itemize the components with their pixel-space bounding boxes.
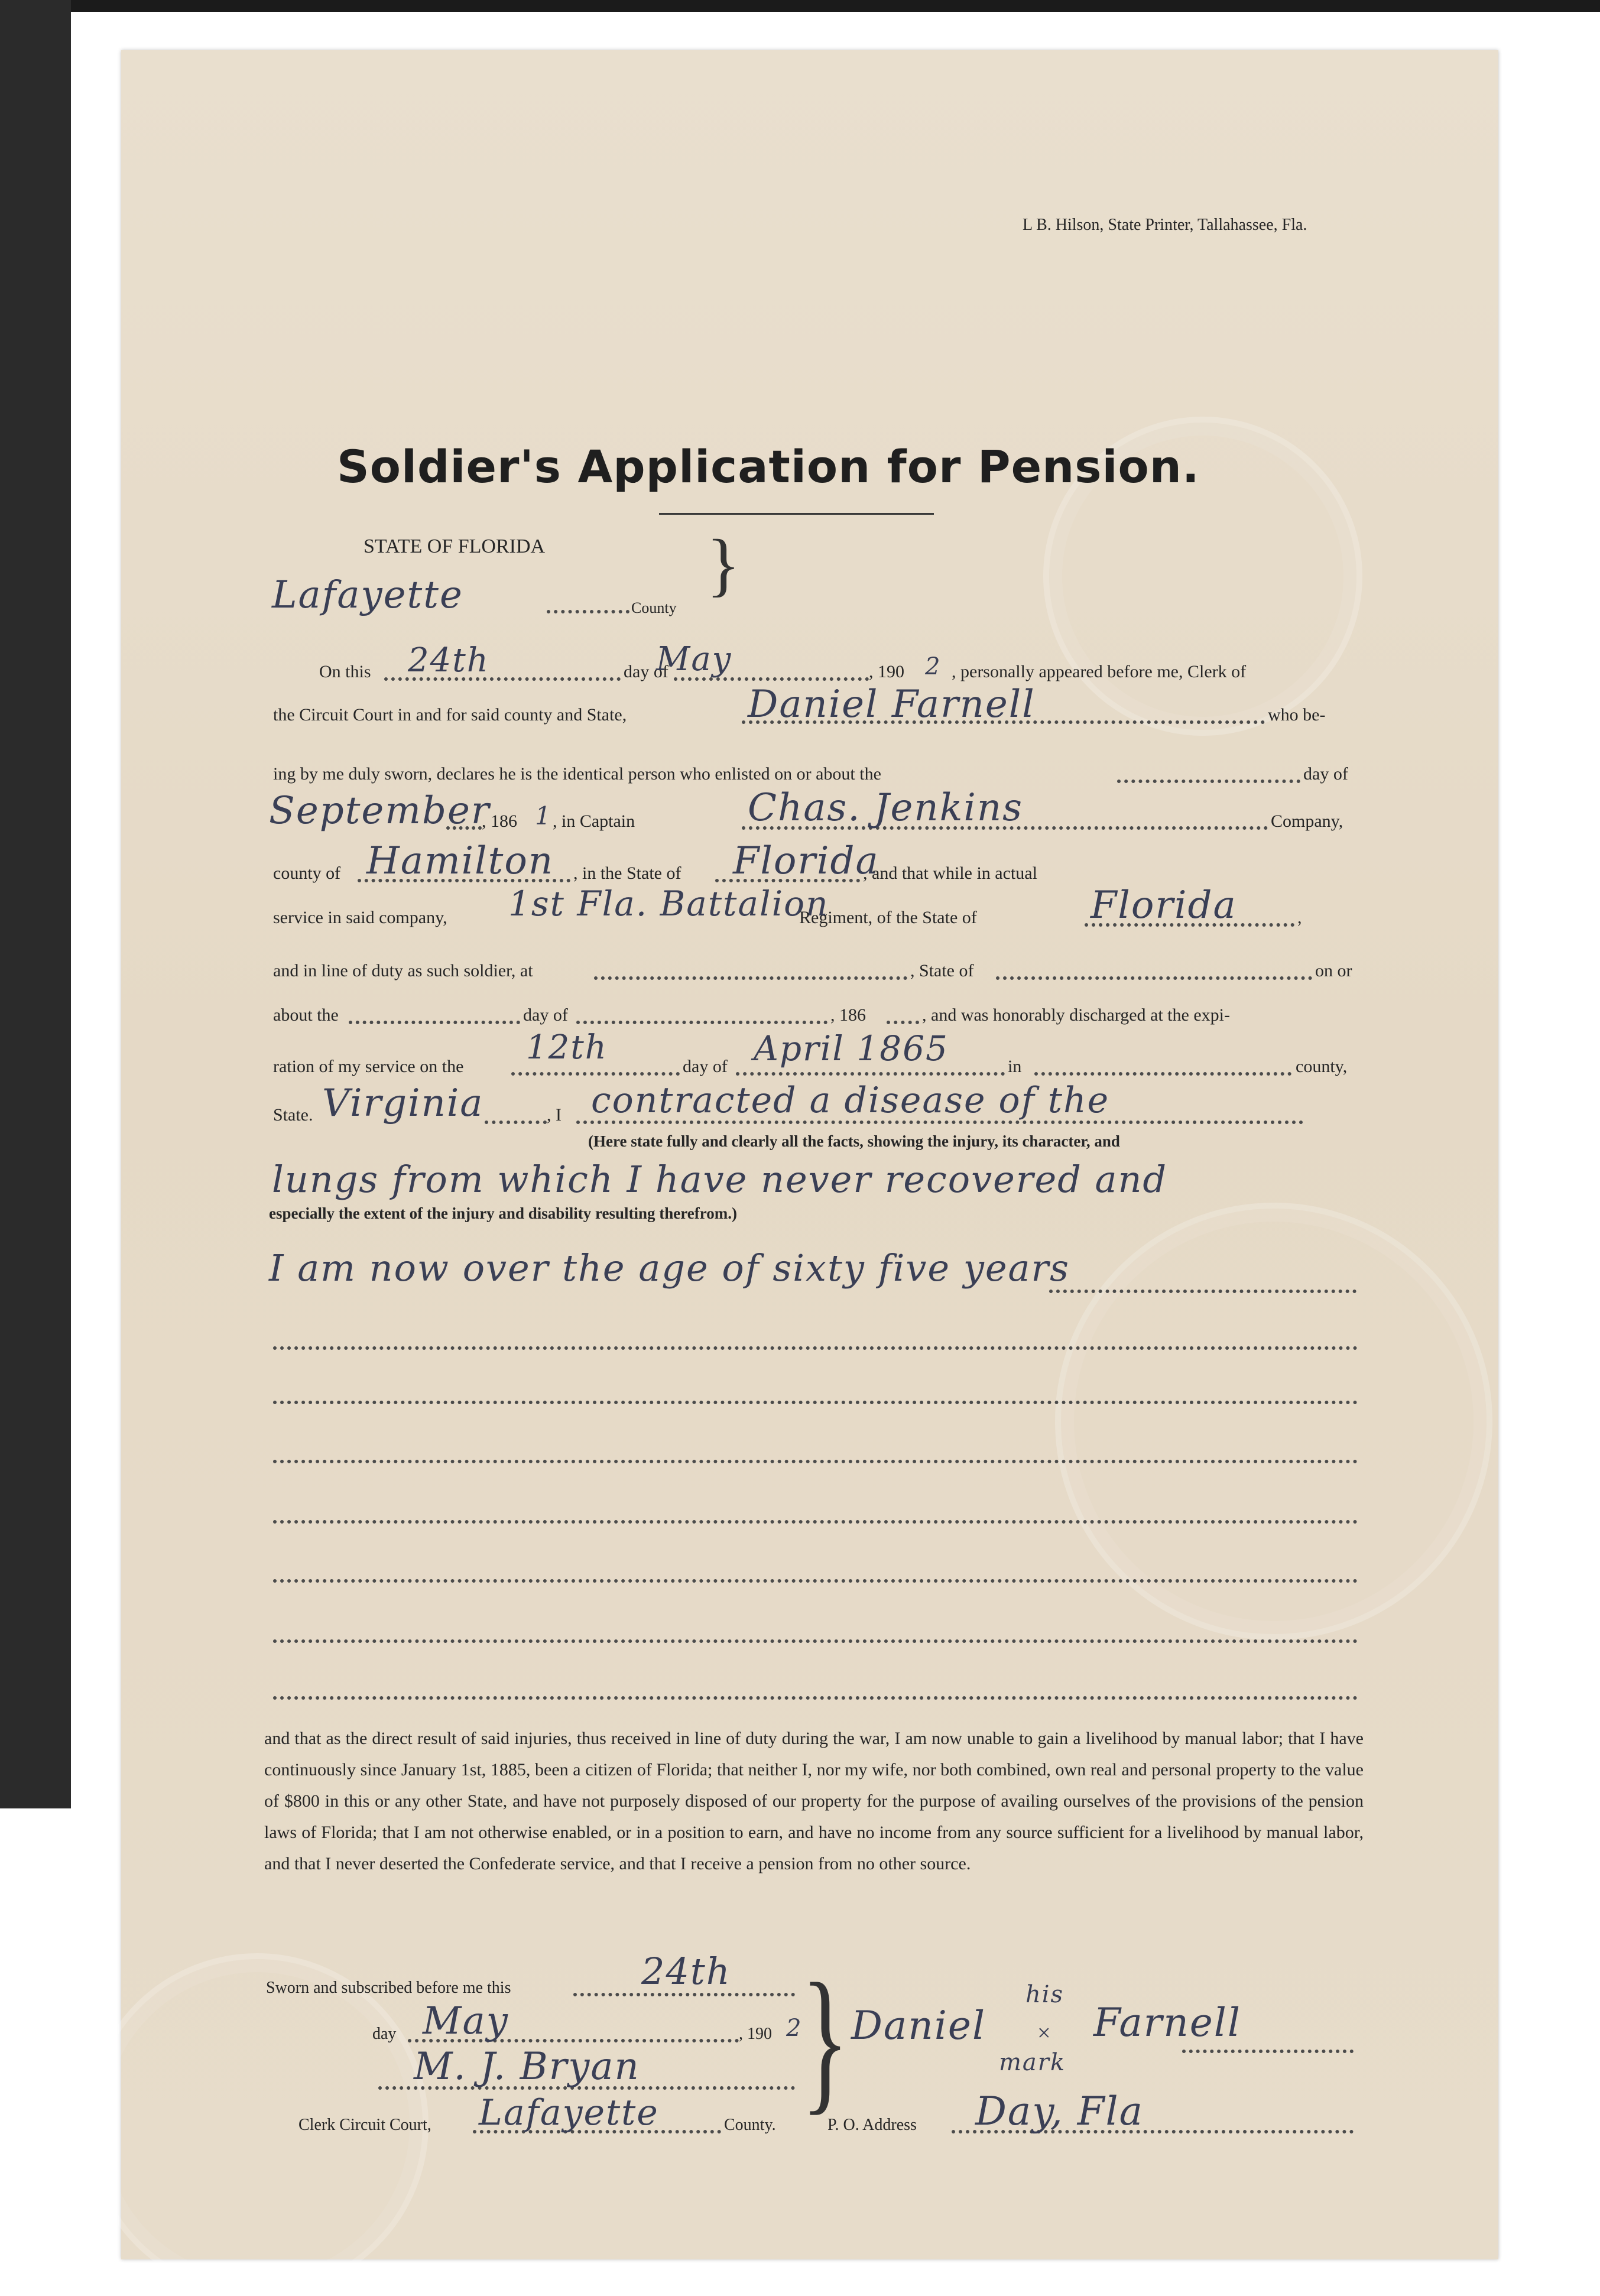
- dotline: [1034, 1072, 1291, 1076]
- dotline: [1117, 780, 1300, 783]
- on-or-label: on or: [1315, 961, 1352, 980]
- day-of-label: day of: [624, 662, 668, 681]
- sworn-day-value: 24th: [641, 1950, 731, 1993]
- blank-line: [273, 1346, 1358, 1350]
- embossed-seal: [1055, 1203, 1492, 1640]
- dotline: [349, 1021, 520, 1024]
- affirmation-paragraph: and that as the direct result of said injuries, thus received in line of duty during the war, I am now unable to gain a livelihood by manual labor; that I have continuously since January 1st, 1885, been a citizen of Florida; that neither I, nor my wife, nor both combined, own real and personal property to the value of $800 in this or any other State, and have not purposely disposed of our property for the purpose of availing ourselves of the provisions of the pension laws of Florida; that I am not otherwise enabled, or in a position to earn, and have no income from any source sufficient for a livelihood by manual labor, and that I never deserted the Confederate service, and that I receive a pension from no other source.: [264, 1729, 1364, 1873]
- top-border: [0, 0, 1600, 12]
- discharge-state-value: Virginia: [322, 1082, 484, 1125]
- county-end-label: county,: [1296, 1057, 1348, 1076]
- enlist-month-value: September: [269, 789, 491, 833]
- year-suffix-value: 2: [925, 653, 942, 680]
- state-of-mid-label: , State of: [910, 961, 974, 980]
- day-label: day: [372, 2025, 397, 2043]
- state-label: State.: [273, 1105, 313, 1125]
- month-value: May: [656, 640, 732, 678]
- regiment-of-label: Regiment, of the State of: [799, 908, 977, 927]
- who-be-label: who be-: [1268, 705, 1326, 725]
- company-label: Company,: [1271, 811, 1343, 831]
- year-prefix: , 190: [869, 662, 904, 681]
- honorably-label: , and was honorably discharged at the expi-: [922, 1005, 1230, 1025]
- clerk-county-value: Lafayette: [479, 2092, 659, 2133]
- dotline: [736, 1072, 1005, 1076]
- sworn-month-value: May: [423, 1999, 509, 2043]
- regiment-value: 1st Fla. Battalion: [508, 884, 829, 924]
- blank-line: [273, 1460, 1358, 1463]
- injury-line1-value: contracted a disease of the: [591, 1080, 1110, 1121]
- in-state-of-label: , in the State of: [573, 863, 681, 883]
- i-label: , I: [547, 1105, 562, 1125]
- dotline: [446, 826, 482, 830]
- comma: ,: [1297, 908, 1302, 927]
- pension-document: [121, 50, 1498, 2259]
- county-brace: }: [706, 525, 741, 603]
- county-short-label: County.: [724, 2116, 776, 2134]
- year-186b-label: , 186: [830, 1005, 866, 1025]
- blank-line: [273, 1579, 1358, 1583]
- clerk-name-value: M. J. Bryan: [414, 2045, 640, 2089]
- circuit-court-label: the Circuit Court in and for said county and State,: [273, 705, 627, 725]
- applicant-first-signature: Daniel: [851, 2003, 986, 2048]
- discharge-date-value: April 1865: [754, 1028, 949, 1069]
- dotline: [887, 1021, 919, 1024]
- day-of3-label: day of: [683, 1057, 728, 1076]
- dotline: [485, 1121, 547, 1124]
- service-label: service in said company,: [273, 908, 447, 927]
- instruction-line2: especially the extent of the injury and disability resulting therefrom.): [269, 1204, 737, 1222]
- enlist-year-value: 1: [535, 801, 552, 830]
- instruction-line1: (Here state fully and clearly all the facts, showing the injury, its character, and: [588, 1132, 1120, 1150]
- title-underline: [659, 513, 934, 515]
- po-address-label: P. O. Address: [827, 2116, 917, 2134]
- printer-note: L B. Hilson, State Printer, Tallahassee, Fla.: [1023, 216, 1307, 234]
- county-dotline: [547, 610, 629, 613]
- sworn-brace: }: [801, 1950, 849, 2129]
- sworn-label: Sworn and subscribed before me this: [266, 1979, 511, 1997]
- mark-label: mark: [999, 2049, 1066, 2076]
- state-heading: STATE OF FLORIDA: [364, 535, 546, 557]
- captain-value: Chas. Jenkins: [748, 786, 1023, 830]
- in-captain-label: , in Captain: [553, 811, 635, 831]
- left-border: [0, 0, 71, 1808]
- county-label: County: [631, 599, 677, 616]
- dotline: [573, 1993, 795, 1996]
- his-label: his: [1025, 1981, 1064, 2008]
- day-of-end-label: day of: [1303, 764, 1348, 784]
- injury-line3-value: I am now over the age of sixty five years: [269, 1246, 1070, 1290]
- sworn-statement-label: ing by me duly sworn, declares he is the identical person who enlisted on or about the: [273, 764, 881, 784]
- state-of-value: Florida: [733, 839, 879, 883]
- clerk-label: Clerk Circuit Court,: [298, 2116, 431, 2134]
- in-label: in: [1008, 1057, 1022, 1076]
- appeared-label: , personally appeared before me, Clerk of: [952, 662, 1247, 681]
- on-this-label: On this: [319, 662, 371, 681]
- blank-line: [273, 1639, 1358, 1643]
- about-the-label: about the: [273, 1005, 339, 1025]
- county-of-value: Hamilton: [366, 839, 554, 883]
- po-address-value: Day, Fla: [975, 2089, 1144, 2134]
- county-of-label: county of: [273, 863, 341, 883]
- dotline: [576, 1021, 827, 1024]
- ration-label: ration of my service on the: [273, 1057, 464, 1076]
- regiment-state-value: Florida: [1091, 884, 1237, 927]
- county-value: Lafayette: [272, 573, 463, 617]
- day-value: 24th: [408, 641, 489, 680]
- blank-line: [273, 1696, 1358, 1700]
- document-title: Soldier's Application for Pension.: [337, 440, 1200, 493]
- actual-label: , and that while in actual: [863, 863, 1037, 883]
- line-of-duty-label: and in line of duty as such soldier, at: [273, 961, 533, 980]
- dotline: [1182, 2050, 1354, 2053]
- applicant-last-signature: Farnell: [1093, 2000, 1241, 2045]
- dotline: [1049, 1290, 1356, 1293]
- dotline: [996, 976, 1312, 980]
- mark-x: ×: [1037, 2019, 1051, 2046]
- applicant-name-value: Daniel Farnell: [748, 683, 1036, 726]
- blank-line: [273, 1520, 1358, 1524]
- day-of2-label: day of: [523, 1005, 568, 1025]
- dotline: [511, 1072, 680, 1076]
- sworn-year-value: 2: [786, 2015, 803, 2042]
- blank-line: [273, 1401, 1358, 1404]
- dotline: [594, 976, 907, 980]
- discharge-day-value: 12th: [526, 1028, 608, 1067]
- year-190-label: , 190: [739, 2025, 772, 2043]
- injury-line2-value: lungs from which I have never recovered and: [272, 1158, 1168, 1201]
- year-186-label: , 186: [482, 811, 517, 831]
